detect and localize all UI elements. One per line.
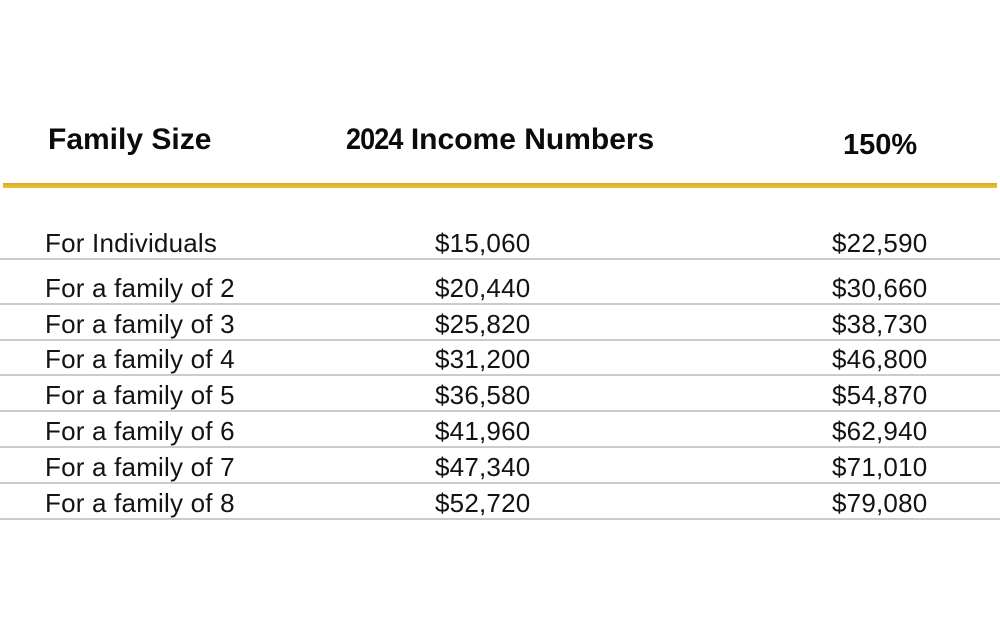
- table-row: [0, 186, 1000, 260]
- pct-150-cell: $22,590: [832, 228, 928, 258]
- income-2024-cell: $36,580: [435, 380, 531, 410]
- column-header-family-size: Family Size: [48, 123, 212, 156]
- income-header-year: 2024: [345, 123, 403, 156]
- income-header-label: Income Numbers: [410, 123, 655, 156]
- table-row: [0, 412, 1000, 448]
- family-size-cell: For a family of 2: [45, 273, 235, 303]
- family-size-cell: For a family of 4: [45, 344, 235, 374]
- income-2024-cell: $15,060: [435, 228, 531, 258]
- table-row: [0, 305, 1000, 341]
- table-row: [0, 448, 1000, 484]
- pct-150-cell: $62,940: [832, 416, 928, 446]
- table-body: [0, 186, 1000, 520]
- table-row: [0, 260, 1000, 305]
- income-2024-cell: $20,440: [435, 273, 531, 303]
- pct-150-cell: $79,080: [832, 488, 928, 518]
- income-2024-cell: $41,960: [435, 416, 531, 446]
- table-row: [0, 341, 1000, 376]
- table-row: [0, 376, 1000, 412]
- family-size-cell: For a family of 3: [45, 309, 235, 339]
- pct-150-cell: $54,870: [832, 380, 928, 410]
- income-2024-cell: $52,720: [435, 488, 531, 518]
- family-size-cell: For a family of 6: [45, 416, 235, 446]
- pct-150-cell: $46,800: [832, 344, 928, 374]
- income-2024-cell: $31,200: [435, 344, 531, 374]
- family-size-cell: For Individuals: [45, 228, 218, 258]
- income-2024-cell: $25,820: [435, 309, 531, 339]
- table-row: [0, 484, 1000, 520]
- family-size-cell: For a family of 7: [45, 452, 235, 482]
- column-header-150-percent: 150%: [843, 129, 918, 161]
- pct-150-cell: $38,730: [832, 309, 928, 339]
- family-size-cell: For a family of 8: [45, 488, 235, 518]
- pct-150-cell: $71,010: [832, 452, 928, 482]
- pct-150-cell: $30,660: [832, 273, 928, 303]
- family-size-cell: For a family of 5: [45, 380, 235, 410]
- income-2024-cell: $47,340: [435, 452, 531, 482]
